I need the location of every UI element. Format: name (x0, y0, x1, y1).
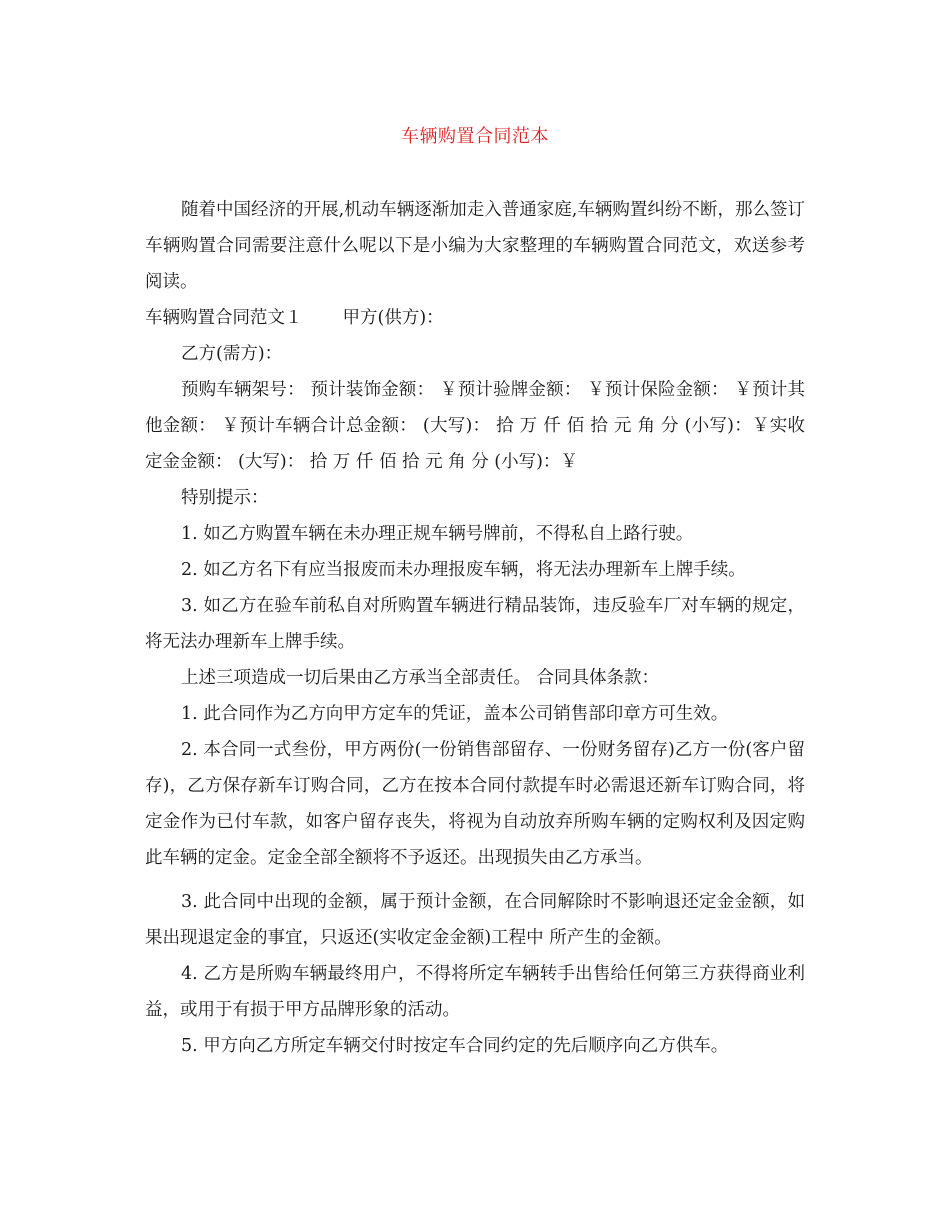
party-a-label: 甲方(供方)： (342, 308, 444, 328)
clause-item: 3. 此合同中出现的金额，属于预计金额，在合同解除时不影响退还定金金额，如果出现退定金的事宜，只返还(实收定金金额)工程中 所产生的金额。 (145, 892, 805, 948)
notice-item: 3. 如乙方在验车前私自对所购置车辆进行精品装饰，违反验车厂对车辆的规定，将无法办理新车上牌手续。 (145, 596, 805, 652)
notice-item: 2. 如乙方名下有应当报废而未办理报废车辆，将无法办理新车上牌手续。 (181, 560, 746, 580)
sample-heading-line (145, 300, 805, 336)
sample-heading: 车辆购置合同范文１ (145, 308, 303, 328)
party-b-label: 乙方(需方)： (181, 344, 283, 364)
document-title: 车辆购置合同范本 (401, 126, 549, 147)
responsibility-paragraph: 上述三项造成一切后果由乙方承当全部责任。 合同具体条款： (181, 668, 660, 688)
notice-heading: 特别提示： (181, 488, 269, 508)
clause-item: 4. 乙方是所购车辆最终用户，不得将所定车辆转手出售给任何第三方获得商业利益，或用于有损于甲方品牌形象的活动。 (145, 964, 805, 1020)
amounts-paragraph: 预购车辆架号： 预计装饰金额： ￥预计验牌金额： ￥预计保险金额： ￥预计其他金额： ￥预计车辆合计总金额： (大写)： 拾 万 仟 佰 拾 元 角 分 (小写)：￥实收定金金额： (大写)： 拾 万 仟 佰 拾 元 角 分 (小写)：￥ (145, 380, 805, 472)
document-body (145, 192, 805, 1064)
clause-item: 5. 甲方向乙方所定车辆交付时按定车合同约定的先后顺序向乙方供车。 (181, 1036, 729, 1056)
clause-item: 1. 此合同作为乙方向甲方定车的凭证，盖本公司销售部印章方可生效。 (181, 704, 729, 724)
clause-item: 2. 本合同一式叁份，甲方两份(一份销售部留存、一份财务留存)乙方一份(客户留存)，乙方保存新车订购合同，乙方在按本合同付款提车时必需退还新车订购合同，将定金作为已付车款，如客户留存丧失，将视为自动放弃所购车辆的定购权利及因定购此车辆的定金。定金全部全额将不予返还。出现损失由乙方承当。 (145, 740, 805, 868)
intro-paragraph: 随着中国经济的开展,机动车辆逐渐加走入普通家庭,车辆购置纠纷不断，那么签订车辆购置合同需要注意什么呢以下是小编为大家整理的车辆购置合同范文，欢送参考阅读。 (145, 200, 805, 292)
notice-item: 1. 如乙方购置车辆在未办理正规车辆号牌前，不得私自上路行驶。 (181, 524, 694, 544)
